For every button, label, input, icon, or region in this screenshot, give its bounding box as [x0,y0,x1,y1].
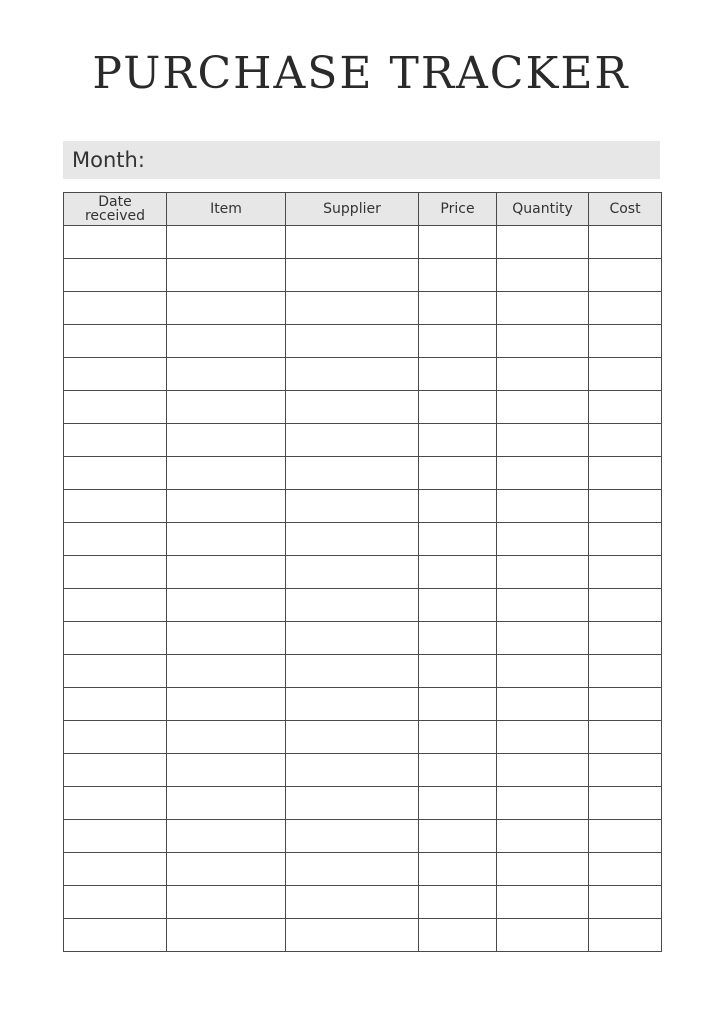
cell-price[interactable] [419,457,497,490]
cell-quantity[interactable] [497,787,589,820]
cell-date[interactable] [64,589,167,622]
cell-cost[interactable] [589,523,662,556]
month-field[interactable] [63,141,660,179]
cell-price[interactable] [419,919,497,952]
cell-item[interactable] [167,820,286,853]
cell-price[interactable] [419,820,497,853]
cell-supplier[interactable] [286,919,419,952]
cell-cost[interactable] [589,787,662,820]
cell-date[interactable] [64,292,167,325]
cell-date[interactable] [64,655,167,688]
table-row [64,457,662,490]
table-row [64,589,662,622]
cell-cost[interactable] [589,226,662,259]
cell-price[interactable] [419,292,497,325]
cell-item[interactable] [167,655,286,688]
cell-quantity[interactable] [497,457,589,490]
cell-quantity[interactable] [497,490,589,523]
table-row [64,424,662,457]
table-row [64,721,662,754]
cell-date[interactable] [64,787,167,820]
cell-date[interactable] [64,457,167,490]
cell-cost[interactable] [589,886,662,919]
cell-price[interactable] [419,259,497,292]
table-row [64,556,662,589]
header-quantity: Quantity [497,193,589,226]
cell-quantity[interactable] [497,655,589,688]
cell-supplier[interactable] [286,820,419,853]
cell-supplier[interactable] [286,292,419,325]
cell-date[interactable] [64,721,167,754]
header-item: Item [167,193,286,226]
cell-item[interactable] [167,721,286,754]
table-row [64,919,662,952]
cell-item[interactable] [167,523,286,556]
cell-cost[interactable] [589,721,662,754]
cell-price[interactable] [419,721,497,754]
cell-quantity[interactable] [497,589,589,622]
cell-date[interactable] [64,622,167,655]
cell-quantity[interactable] [497,754,589,787]
cell-price[interactable] [419,424,497,457]
cell-item[interactable] [167,853,286,886]
cell-quantity[interactable] [497,325,589,358]
cell-quantity[interactable] [497,721,589,754]
cell-item[interactable] [167,688,286,721]
cell-price[interactable] [419,556,497,589]
cell-quantity[interactable] [497,358,589,391]
cell-cost[interactable] [589,259,662,292]
cell-quantity[interactable] [497,688,589,721]
header-supplier: Supplier [286,193,419,226]
cell-quantity[interactable] [497,391,589,424]
cell-item[interactable] [167,919,286,952]
table-row [64,622,662,655]
cell-supplier[interactable] [286,787,419,820]
cell-cost[interactable] [589,358,662,391]
cell-cost[interactable] [589,325,662,358]
cell-item[interactable] [167,358,286,391]
cell-price[interactable] [419,787,497,820]
cell-date[interactable] [64,259,167,292]
cell-supplier[interactable] [286,886,419,919]
cell-quantity[interactable] [497,622,589,655]
cell-cost[interactable] [589,490,662,523]
cell-date[interactable] [64,490,167,523]
cell-date[interactable] [64,556,167,589]
cell-cost[interactable] [589,292,662,325]
cell-date[interactable] [64,853,167,886]
cell-item[interactable] [167,325,286,358]
cell-cost[interactable] [589,853,662,886]
cell-supplier[interactable] [286,523,419,556]
cell-quantity[interactable] [497,259,589,292]
cell-date[interactable] [64,424,167,457]
cell-quantity[interactable] [497,226,589,259]
cell-cost[interactable] [589,622,662,655]
cell-item[interactable] [167,589,286,622]
header-date-line-1: Date [98,194,132,210]
page-title: PURCHASE TRACKER [92,48,630,99]
cell-cost[interactable] [589,688,662,721]
cell-cost[interactable] [589,655,662,688]
cell-price[interactable] [419,325,497,358]
cell-date[interactable] [64,391,167,424]
cell-cost[interactable] [589,391,662,424]
cell-item[interactable] [167,424,286,457]
cell-quantity[interactable] [497,556,589,589]
table-row [64,787,662,820]
table-row [64,853,662,886]
table-row [64,820,662,853]
cell-supplier[interactable] [286,457,419,490]
cell-date[interactable] [64,325,167,358]
table-row [64,391,662,424]
purchase-table [63,192,662,952]
cell-price[interactable] [419,622,497,655]
cell-quantity[interactable] [497,919,589,952]
cell-quantity[interactable] [497,424,589,457]
cell-price[interactable] [419,523,497,556]
cell-price[interactable] [419,490,497,523]
table-body [64,226,662,952]
table-row [64,655,662,688]
cell-supplier[interactable] [286,391,419,424]
cell-price[interactable] [419,655,497,688]
cell-item[interactable] [167,457,286,490]
cell-date[interactable] [64,886,167,919]
cell-supplier[interactable] [286,226,419,259]
header-date-received [64,193,167,226]
cell-supplier[interactable] [286,589,419,622]
table-row [64,886,662,919]
cell-item[interactable] [167,292,286,325]
cell-item[interactable] [167,787,286,820]
cell-supplier[interactable] [286,325,419,358]
cell-price[interactable] [419,754,497,787]
cell-item[interactable] [167,226,286,259]
cell-supplier[interactable] [286,259,419,292]
cell-cost[interactable] [589,820,662,853]
cell-cost[interactable] [589,589,662,622]
table-header-row [64,193,662,226]
cell-price[interactable] [419,226,497,259]
cell-cost[interactable] [589,556,662,589]
cell-price[interactable] [419,886,497,919]
cell-supplier[interactable] [286,490,419,523]
cell-item[interactable] [167,490,286,523]
cell-supplier[interactable] [286,655,419,688]
table-row [64,688,662,721]
cell-date[interactable] [64,754,167,787]
cell-supplier[interactable] [286,556,419,589]
cell-supplier[interactable] [286,688,419,721]
cell-cost[interactable] [589,754,662,787]
month-label: Month: [72,148,145,172]
cell-cost[interactable] [589,919,662,952]
cell-item[interactable] [167,391,286,424]
cell-quantity[interactable] [497,820,589,853]
cell-price[interactable] [419,391,497,424]
table-row [64,259,662,292]
cell-item[interactable] [167,622,286,655]
table-row [64,490,662,523]
cell-supplier[interactable] [286,358,419,391]
cell-price[interactable] [419,589,497,622]
cell-date[interactable] [64,358,167,391]
cell-cost[interactable] [589,457,662,490]
cell-item[interactable] [167,556,286,589]
cell-quantity[interactable] [497,523,589,556]
cell-price[interactable] [419,853,497,886]
cell-date[interactable] [64,523,167,556]
cell-quantity[interactable] [497,853,589,886]
cell-date[interactable] [64,820,167,853]
table-row [64,754,662,787]
cell-item[interactable] [167,754,286,787]
cell-date[interactable] [64,226,167,259]
cell-supplier[interactable] [286,622,419,655]
cell-quantity[interactable] [497,292,589,325]
header-date-line-2: received [84,208,146,224]
cell-price[interactable] [419,358,497,391]
cell-date[interactable] [64,688,167,721]
cell-quantity[interactable] [497,886,589,919]
cell-item[interactable] [167,259,286,292]
table-row [64,523,662,556]
cell-supplier[interactable] [286,754,419,787]
cell-supplier[interactable] [286,424,419,457]
cell-item[interactable] [167,886,286,919]
table-row [64,325,662,358]
cell-cost[interactable] [589,424,662,457]
header-cost: Cost [589,193,662,226]
table-row [64,358,662,391]
cell-supplier[interactable] [286,853,419,886]
table-row [64,292,662,325]
cell-price[interactable] [419,688,497,721]
cell-date[interactable] [64,919,167,952]
header-price: Price [419,193,497,226]
cell-supplier[interactable] [286,721,419,754]
table-row [64,226,662,259]
